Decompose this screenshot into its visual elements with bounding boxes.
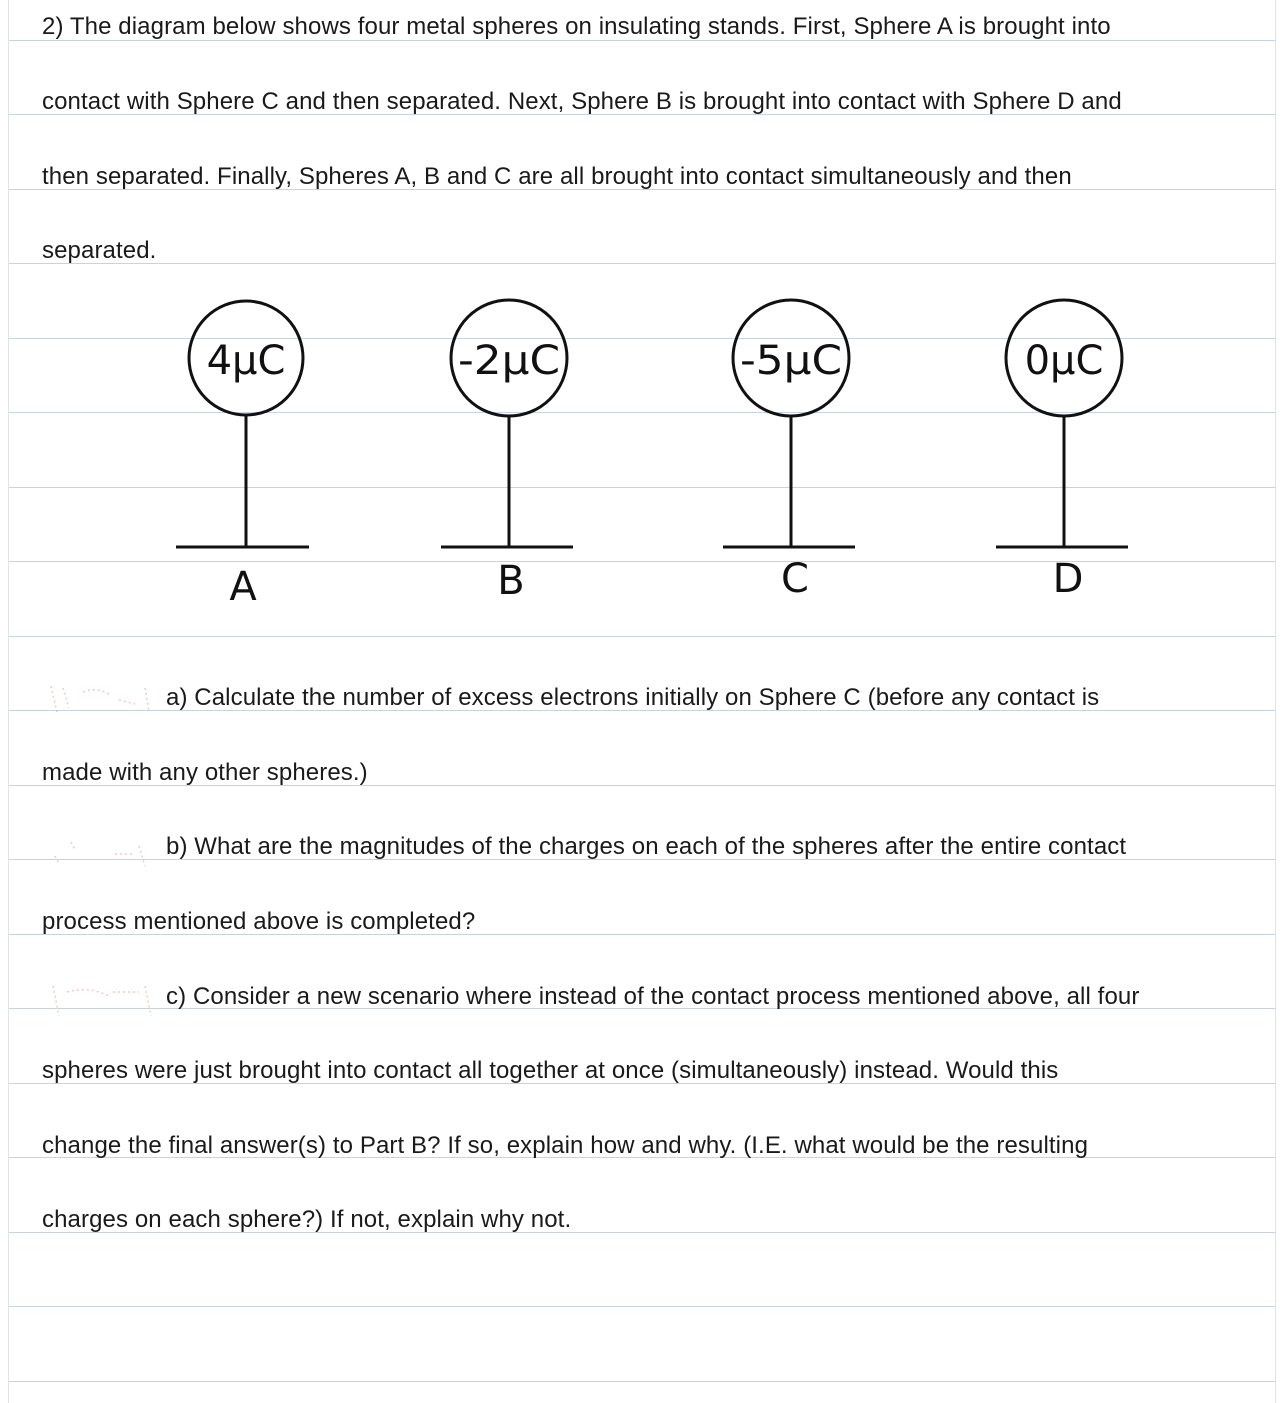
part-c-line-3: change the final answer(s) to Part B? If so, explain how and why. (I.E. what would be the resulting [42, 1132, 1089, 1159]
part-c-line-1: c) Consider a new scenario where instead of the contact process mentioned above, all four [166, 983, 1140, 1010]
ruled-line [9, 1381, 1275, 1382]
intro-line-1: 2) The diagram below shows four metal spheres on insulating stands. First, Sphere A is brought into [42, 13, 1111, 40]
sphere-a-label: A [229, 564, 257, 610]
notebook-page [8, 0, 1276, 1403]
spheres-diagram [9, 290, 1275, 620]
intro-line-2: contact with Sphere C and then separated. Next, Sphere B is brought into contact with Sphere D and [42, 88, 1122, 115]
sphere-c-label: C [781, 556, 809, 602]
faint-mark [49, 836, 159, 870]
faint-mark [49, 682, 159, 716]
intro-line-3: then separated. Finally, Spheres A, B and C are all brought into contact simultaneously and then [42, 163, 1072, 190]
part-c-line-2: spheres were just brought into contact all together at once (simultaneously) instead. Would this [42, 1057, 1059, 1084]
part-b-line-1: b) What are the magnitudes of the charges on each of the spheres after the entire contact [166, 833, 1127, 860]
part-b-line-2: process mentioned above is completed? [42, 908, 476, 935]
ruled-line [9, 263, 1275, 264]
part-a-line-1: a) Calculate the number of excess electrons initially on Sphere C (before any contact is [166, 684, 1100, 711]
sphere-d-label: D [1052, 556, 1084, 602]
part-c-line-4: charges on each sphere?) If not, explain why not. [42, 1206, 572, 1233]
sphere-d-charge: 0μC [1024, 338, 1104, 384]
sphere-a-charge: 4μC [206, 338, 286, 384]
faint-mark [49, 984, 159, 1018]
sphere-b-label: B [497, 558, 525, 604]
part-a-line-2: made with any other spheres.) [42, 759, 368, 786]
sphere-b-charge: -2μC [458, 338, 560, 384]
ruled-line [9, 1306, 1275, 1307]
ruled-line [9, 636, 1275, 637]
sphere-c-charge: -5μC [740, 338, 842, 384]
intro-line-4: separated. [42, 237, 157, 264]
